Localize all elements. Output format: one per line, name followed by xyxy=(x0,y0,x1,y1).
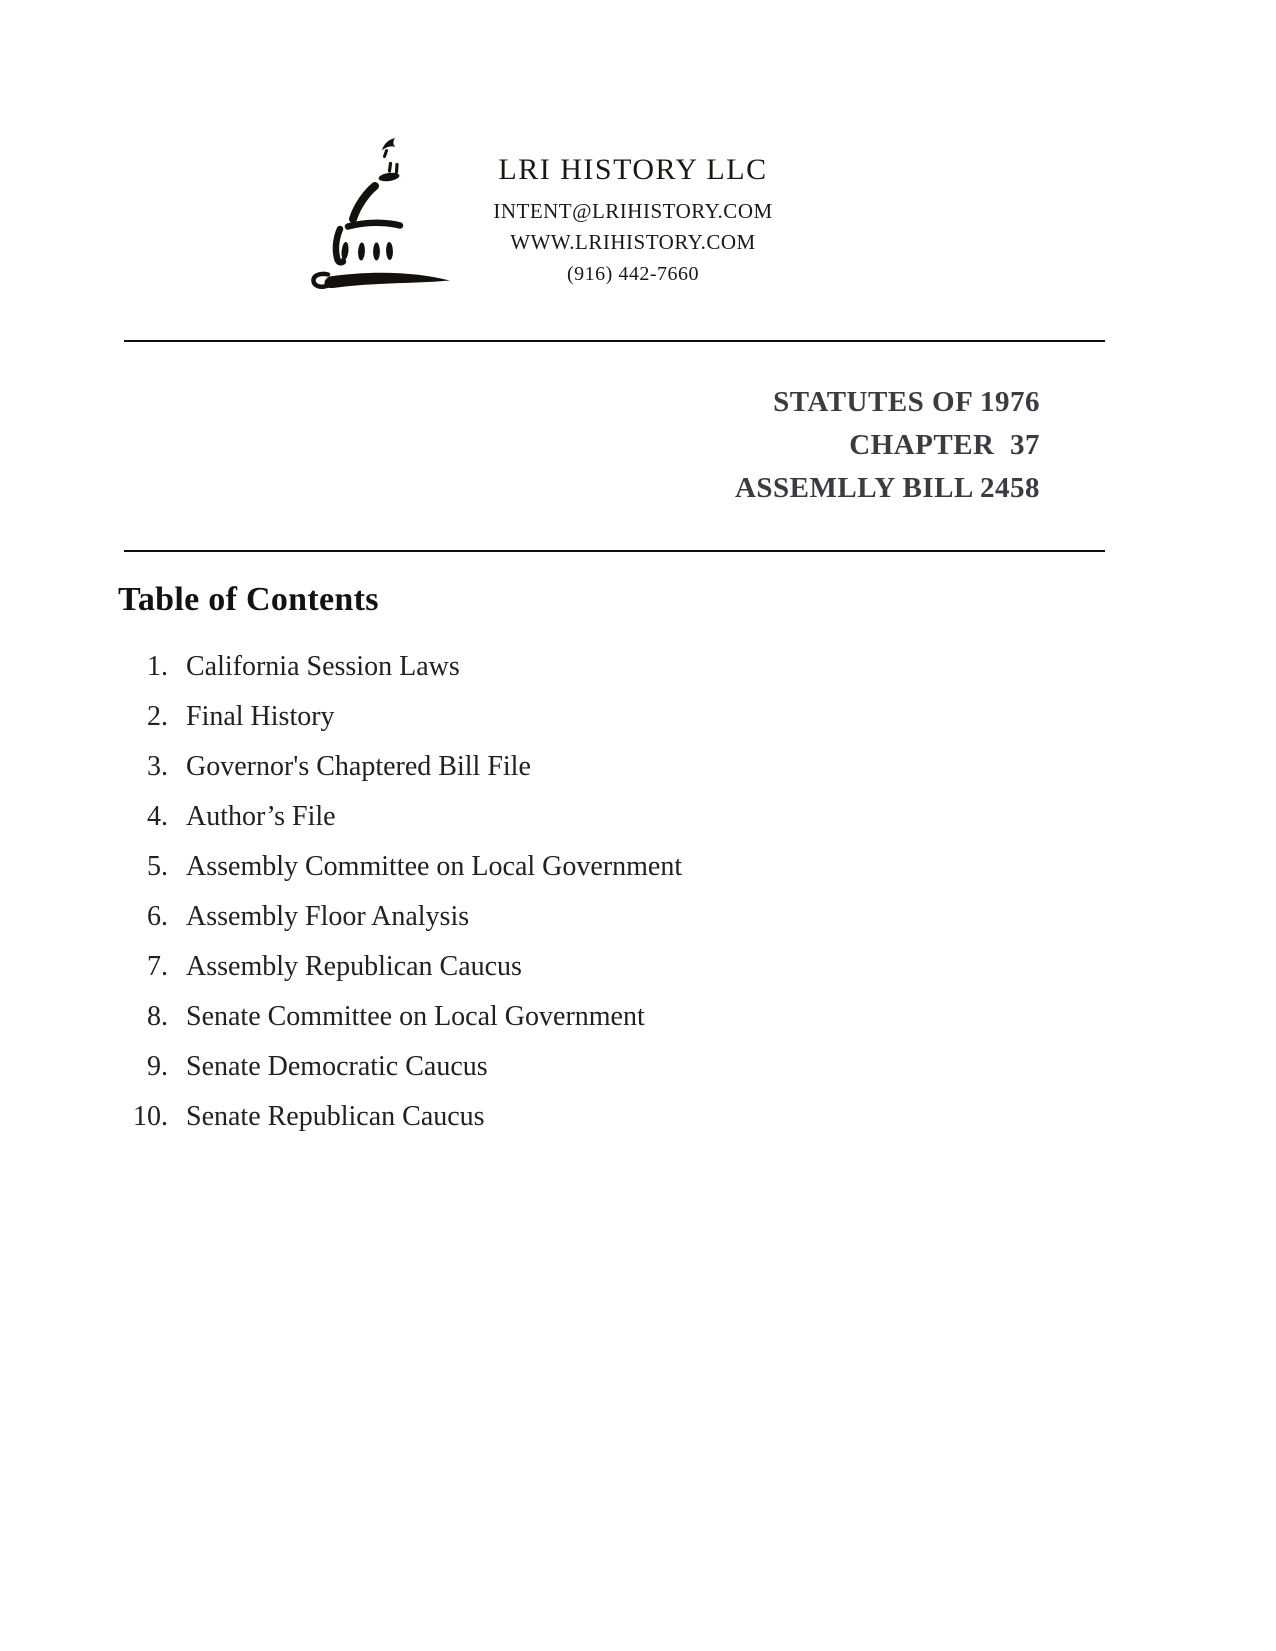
toc-item-number: 3. xyxy=(147,751,168,782)
divider-top xyxy=(124,340,1105,342)
toc-item-label: Author’s File xyxy=(186,801,336,832)
toc-item xyxy=(0,851,960,882)
divider-bottom xyxy=(124,550,1105,552)
toc-item-number: 10. xyxy=(133,1101,168,1132)
toc-list xyxy=(0,651,960,1151)
statutes-chapter-line: CHAPTER 37 xyxy=(849,429,1040,461)
company-website: WWW.LRIHISTORY.COM xyxy=(510,230,756,254)
toc-item xyxy=(0,1101,960,1132)
toc-item-number: 8. xyxy=(147,1001,168,1032)
toc-item-number: 2. xyxy=(147,701,168,732)
toc-item-label: Final History xyxy=(186,701,335,732)
statutes-heading-block xyxy=(735,381,1040,510)
toc-item-number: 6. xyxy=(147,901,168,932)
toc-item xyxy=(0,1001,960,1032)
letterhead xyxy=(433,152,833,286)
toc-item-number: 1. xyxy=(147,651,168,682)
statutes-bill-line: ASSEMLLY BILL 2458 xyxy=(734,472,1040,504)
toc-item-label: Governor's Chaptered Bill File xyxy=(186,751,531,782)
toc-heading: Table of Contents xyxy=(118,581,379,618)
company-email: INTENT@LRIHISTORY.COM xyxy=(493,199,773,223)
company-name: LRI HISTORY LLC xyxy=(498,153,768,186)
toc-item xyxy=(0,651,960,682)
statutes-year-line: STATUTES OF 1976 xyxy=(773,386,1040,418)
toc-item-label: Assembly Republican Caucus xyxy=(186,951,522,982)
toc-item xyxy=(0,1051,960,1082)
toc-item-label: Senate Democratic Caucus xyxy=(186,1051,488,1082)
toc-item xyxy=(0,701,960,732)
toc-item xyxy=(0,951,960,982)
toc-item-number: 9. xyxy=(147,1051,168,1082)
toc-item-label: Senate Committee on Local Government xyxy=(186,1001,645,1032)
toc-item-number: 5. xyxy=(147,851,168,882)
toc-item-label: Assembly Floor Analysis xyxy=(186,901,470,932)
company-phone: (916) 442-7660 xyxy=(567,263,699,285)
toc-item-number: 7. xyxy=(147,951,168,982)
toc-item-label: Senate Republican Caucus xyxy=(186,1101,485,1132)
toc-item xyxy=(0,751,960,782)
toc-item-label: California Session Laws xyxy=(186,651,460,682)
toc-item-number: 4. xyxy=(147,801,168,832)
toc-item-label: Assembly Committee on Local Government xyxy=(186,851,683,882)
toc-item xyxy=(0,801,960,832)
toc-item xyxy=(0,901,960,932)
